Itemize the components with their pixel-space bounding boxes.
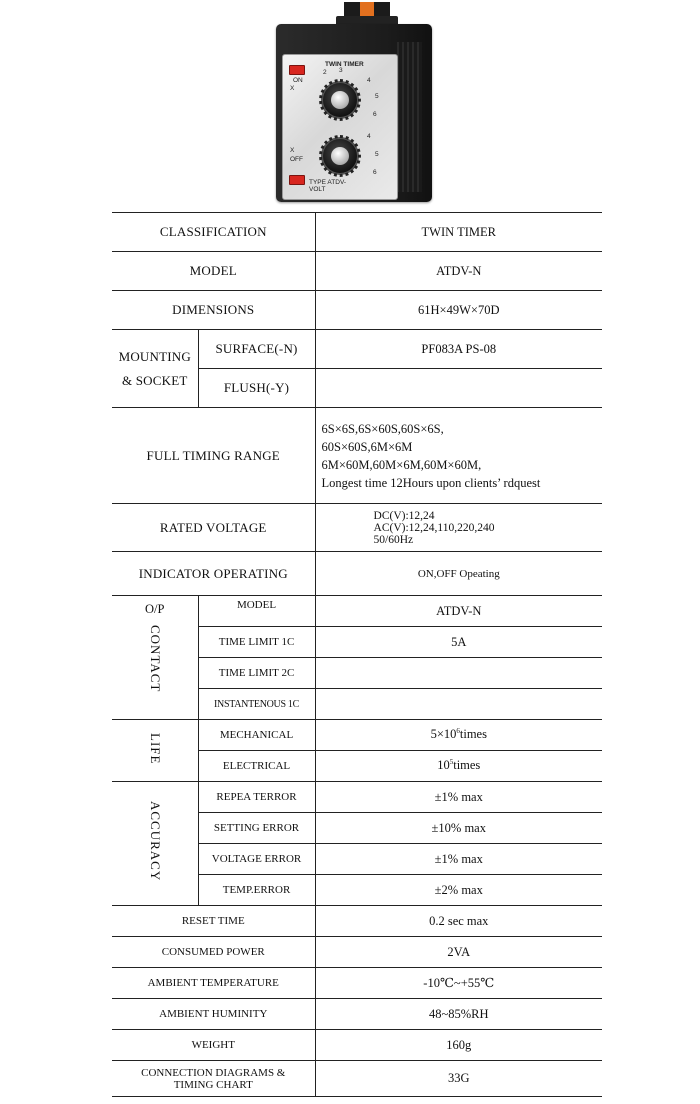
type-label: TYPE ATDV- <box>309 179 347 186</box>
classification-label: CLASSIFICATION <box>112 213 315 252</box>
timing-label: FULL TIMING RANGE <box>112 408 315 504</box>
row-ambient-humidity <box>112 999 602 1030</box>
mounting-label-line2: & SOCKET <box>121 372 188 388</box>
setting-error-value: ±10% max <box>315 813 602 844</box>
row-weight <box>112 1030 602 1061</box>
electrical-value-base: 10 <box>437 758 450 773</box>
housing-side-label <box>394 42 422 192</box>
life-group <box>112 720 198 782</box>
flush-label: FLUSH(-Y) <box>198 369 315 408</box>
indicator-value: ON,OFF Opeating <box>315 552 602 596</box>
time-limit-1c-value: 5A <box>315 627 602 658</box>
dial-num-6-lower: 6 <box>373 169 377 176</box>
connection-label <box>112 1061 315 1097</box>
dial-num-4-lower: 4 <box>367 133 371 140</box>
timer-faceplate <box>282 54 398 200</box>
connection-value: 33G <box>315 1061 602 1097</box>
accuracy-group <box>112 782 198 906</box>
reset-time-label: RESET TIME <box>112 906 315 937</box>
row-dimensions <box>112 291 602 330</box>
mechanical-value-unit: times <box>459 727 487 742</box>
contact-group-label: CONTACT <box>147 625 163 693</box>
model-value: ATDV-N <box>315 252 602 291</box>
row-reset-time <box>112 906 602 937</box>
spec-table <box>112 212 602 1097</box>
mechanical-value-base: 5×10 <box>430 727 457 742</box>
repeat-error-value: ±1% max <box>315 782 602 813</box>
weight-label: WEIGHT <box>112 1030 315 1061</box>
contact-model-label: MODEL <box>198 596 315 627</box>
mounting-label-line1: MOUNTING <box>118 348 191 364</box>
lower-time-dial <box>321 137 359 175</box>
dial-num-2: 2 <box>323 69 327 76</box>
electrical-label: ELECTRICAL <box>198 751 315 782</box>
row-mounting-surface <box>112 330 602 369</box>
dial-num-5-lower: 5 <box>375 151 379 158</box>
brand-label: TWIN TIMER <box>325 61 364 68</box>
mounting-clip <box>344 2 390 26</box>
temp-error-value: ±2% max <box>315 875 602 906</box>
row-ambient-temperature <box>112 968 602 999</box>
x-label-bottom: X <box>290 147 295 154</box>
mounting-socket-label <box>112 330 198 408</box>
life-group-label: LIFE <box>147 732 163 765</box>
row-rated-voltage <box>112 504 602 552</box>
dimensions-value: 61H×49W×70D <box>315 291 602 330</box>
row-contact-model <box>112 596 602 627</box>
model-label: MODEL <box>112 252 315 291</box>
timing-value <box>315 408 602 504</box>
time-limit-2c-value <box>315 658 602 689</box>
time-limit-2c-label: TIME LIMIT 2C <box>198 658 315 689</box>
connection-label-line2: TIMING CHART <box>173 1078 253 1091</box>
repeat-error-label: REPEA TERROR <box>198 782 315 813</box>
row-life-mechanical <box>112 720 602 751</box>
electrical-value-exp: 5 <box>449 758 454 767</box>
x-label-top: X <box>290 85 295 92</box>
time-limit-1c-label: TIME LIMIT 1C <box>198 627 315 658</box>
ambient-temperature-value: -10℃~+55℃ <box>315 968 602 999</box>
dial-num-4: 4 <box>367 77 371 84</box>
lower-dial-cap <box>331 147 349 165</box>
mechanical-value-exp: 6 <box>456 727 460 736</box>
ambient-humidity-value: 48~85%RH <box>315 999 602 1030</box>
row-consumed-power <box>112 937 602 968</box>
surface-value: PF083A PS-08 <box>315 330 602 369</box>
voltage-line-2: AC(V):12,24,110,220,240 <box>373 521 495 534</box>
instantaneous-1c-label: INSTANTENOUS 1C <box>198 689 315 720</box>
row-model <box>112 252 602 291</box>
row-classification <box>112 213 602 252</box>
contact-model-value: ATDV-N <box>315 596 602 627</box>
dial-num-6: 6 <box>373 111 377 118</box>
ambient-temperature-label: AMBIENT TEMPERATURE <box>112 968 315 999</box>
product-photo <box>270 2 438 204</box>
accuracy-group-label: ACCURACY <box>147 801 163 882</box>
voltage-error-value: ±1% max <box>315 844 602 875</box>
timing-line-3: 6M×60M,60M×6M,60M×60M, <box>321 457 482 472</box>
dial-num-3: 3 <box>339 67 343 74</box>
electrical-value <box>315 751 602 782</box>
row-timing-range <box>112 408 602 504</box>
timing-line-1: 6S×6S,6S×60S,60S×6S, <box>321 421 444 436</box>
instantaneous-1c-value <box>315 689 602 720</box>
contact-group <box>112 596 198 720</box>
temp-error-label: TEMP.ERROR <box>198 875 315 906</box>
setting-error-label: SETTING ERROR <box>198 813 315 844</box>
mechanical-value <box>315 720 602 751</box>
op-label: O/P <box>145 602 165 616</box>
row-repeat-error <box>112 782 602 813</box>
surface-label: SURFACE(-N) <box>198 330 315 369</box>
mechanical-label: MECHANICAL <box>198 720 315 751</box>
indicator-label: INDICATOR OPERATING <box>112 552 315 596</box>
on-indicator-led <box>289 65 305 75</box>
voltage-error-label: VOLTAGE ERROR <box>198 844 315 875</box>
voltage-line-1: DC(V):12,24 <box>373 509 435 522</box>
row-connection <box>112 1061 602 1097</box>
volt-label: VOLT <box>309 186 326 193</box>
timing-line-4: Longest time 12Hours upon clients’ rdquest <box>321 475 541 490</box>
dial-num-5: 5 <box>375 93 379 100</box>
classification-value: TWIN TIMER <box>315 213 602 252</box>
voltage-label: RATED VOLTAGE <box>112 504 315 552</box>
voltage-value <box>315 504 602 552</box>
consumed-power-value: 2VA <box>315 937 602 968</box>
electrical-value-unit: times <box>453 758 481 773</box>
upper-time-dial <box>321 81 359 119</box>
connection-label-line1: CONNECTION DIAGRAMS & <box>141 1066 286 1079</box>
flush-value <box>315 369 602 408</box>
voltage-line-3: 50/60Hz <box>373 533 414 546</box>
off-indicator-led <box>289 175 305 185</box>
timing-line-2: 60S×60S,6M×6M <box>321 439 413 454</box>
row-indicator <box>112 552 602 596</box>
ambient-humidity-label: AMBIENT HUMINITY <box>112 999 315 1030</box>
dimensions-label: DIMENSIONS <box>112 291 315 330</box>
off-label: OFF <box>290 156 303 163</box>
reset-time-value: 0.2 sec max <box>315 906 602 937</box>
on-label: ON <box>293 77 303 84</box>
consumed-power-label: CONSUMED POWER <box>112 937 315 968</box>
upper-dial-cap <box>331 91 349 109</box>
weight-value: 160g <box>315 1030 602 1061</box>
